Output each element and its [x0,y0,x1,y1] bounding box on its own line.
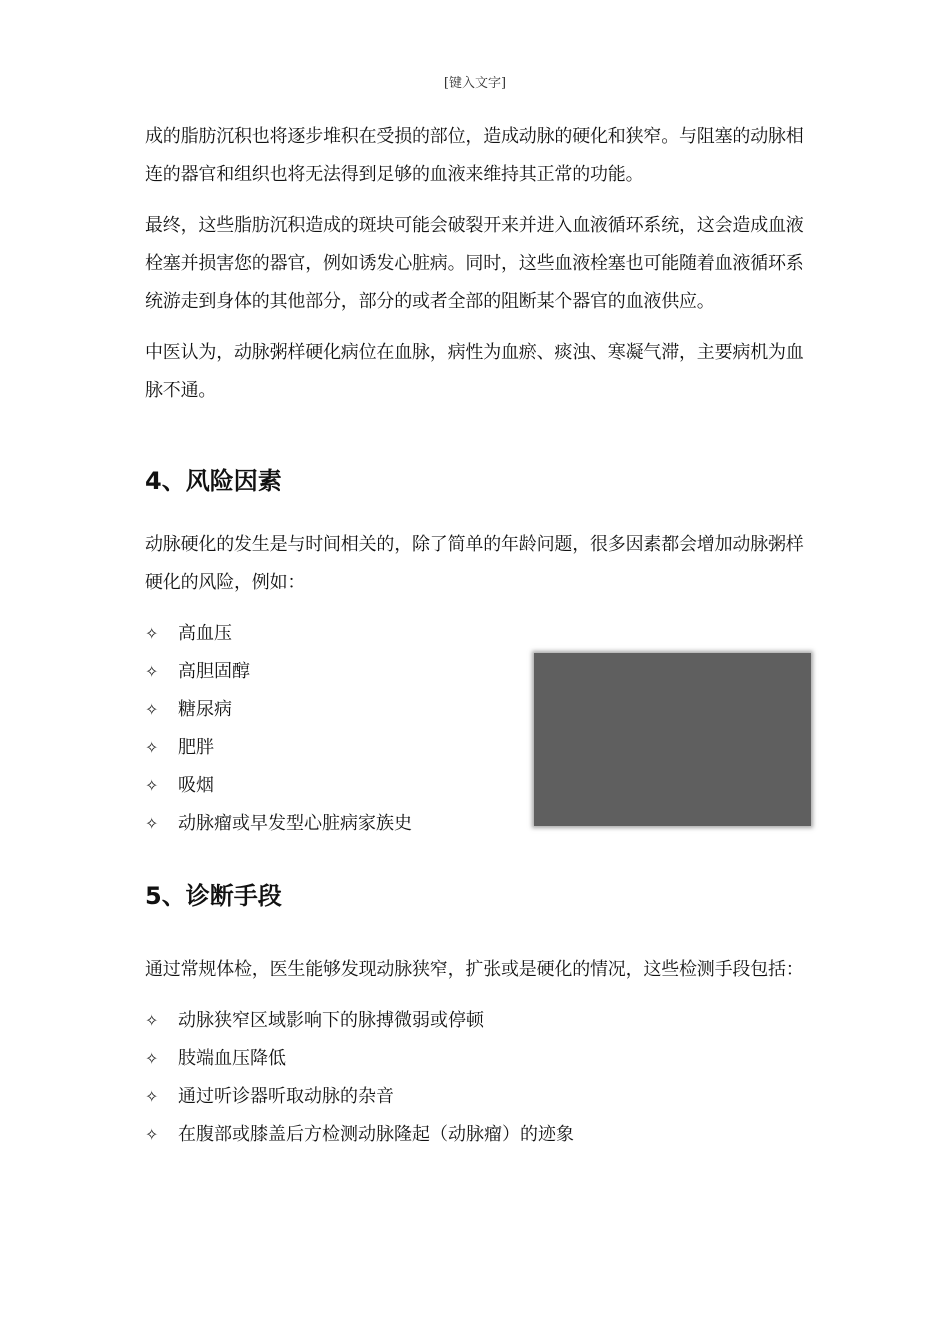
sparkle-bullet-icon: ✧ [145,1125,159,1144]
list-item-label: 在腹部或膝盖后方检测动脉隆起（动脉瘤）的迹象 [178,1124,574,1145]
sparkle-bullet-icon: ✧ [145,1049,159,1068]
list-item-label: 肥胖 [178,737,214,758]
list-item [145,615,817,653]
list-item-label: 动脉狭窄区域影响下的脉搏微弱或停顿 [178,1010,484,1031]
list-item-label: 糖尿病 [178,699,232,720]
sparkle-bullet-icon: ✧ [145,814,159,833]
list-item-label: 高血压 [178,623,232,644]
list-item [145,1040,817,1078]
paragraph-thrombus: 最终，这些脂肪沉积造成的斑块可能会破裂开来并进入血液循环系统，这会造成血液栓塞并损害您的器官，例如诱发心脏病。同时，这些血液栓塞也可能随着血液循环系统游走到身体的其他部分，部分的或者全部的阻断某个器官的血液供应。 [145,215,804,312]
sparkle-bullet-icon: ✧ [145,776,159,795]
sparkle-bullet-icon: ✧ [145,1087,159,1106]
section-heading-diagnosis: 5、诊断手段 [145,882,282,910]
list-item [145,1078,817,1116]
paragraph-plaque-deposits: 成的脂肪沉积也将逐步堆积在受损的部位，造成动脉的硬化和狭窄。与阻塞的动脉相连的器官和组织也将无法得到足够的血液来维持其正常的功能。 [145,126,804,185]
diagnosis-methods-list [145,1002,817,1154]
list-item-label: 肢端血压降低 [178,1048,286,1069]
list-item-label: 通过听诊器听取动脉的杂音 [178,1086,394,1107]
redacted-image-placeholder [534,653,811,826]
risk-factors-block [145,615,817,843]
sparkle-bullet-icon: ✧ [145,700,159,719]
section-heading-risk-factors: 4、风险因素 [145,467,282,495]
sparkle-bullet-icon: ✧ [145,662,159,681]
list-item-label: 高胆固醇 [178,661,250,682]
page-header: [键入文字] [443,76,507,91]
list-item [145,1116,817,1154]
document-body [145,118,817,1154]
list-item-label: 动脉瘤或早发型心脏病家族史 [178,813,412,834]
sparkle-bullet-icon: ✧ [145,738,159,757]
sparkle-bullet-icon: ✧ [145,1011,159,1030]
list-item-label: 吸烟 [178,775,214,796]
sparkle-bullet-icon: ✧ [145,624,159,643]
list-item [145,1002,817,1040]
paragraph-risk-intro: 动脉硬化的发生是与时间相关的，除了简单的年龄问题，很多因素都会增加动脉粥样硬化的风险，例如： [145,534,804,593]
paragraph-diagnosis-intro: 通过常规体检，医生能够发现动脉狭窄，扩张或是硬化的情况，这些检测手段包括： [145,959,804,980]
paragraph-tcm: 中医认为，动脉粥样硬化病位在血脉，病性为血瘀、痰浊、寒凝气滞，主要病机为血脉不通。 [145,342,804,401]
